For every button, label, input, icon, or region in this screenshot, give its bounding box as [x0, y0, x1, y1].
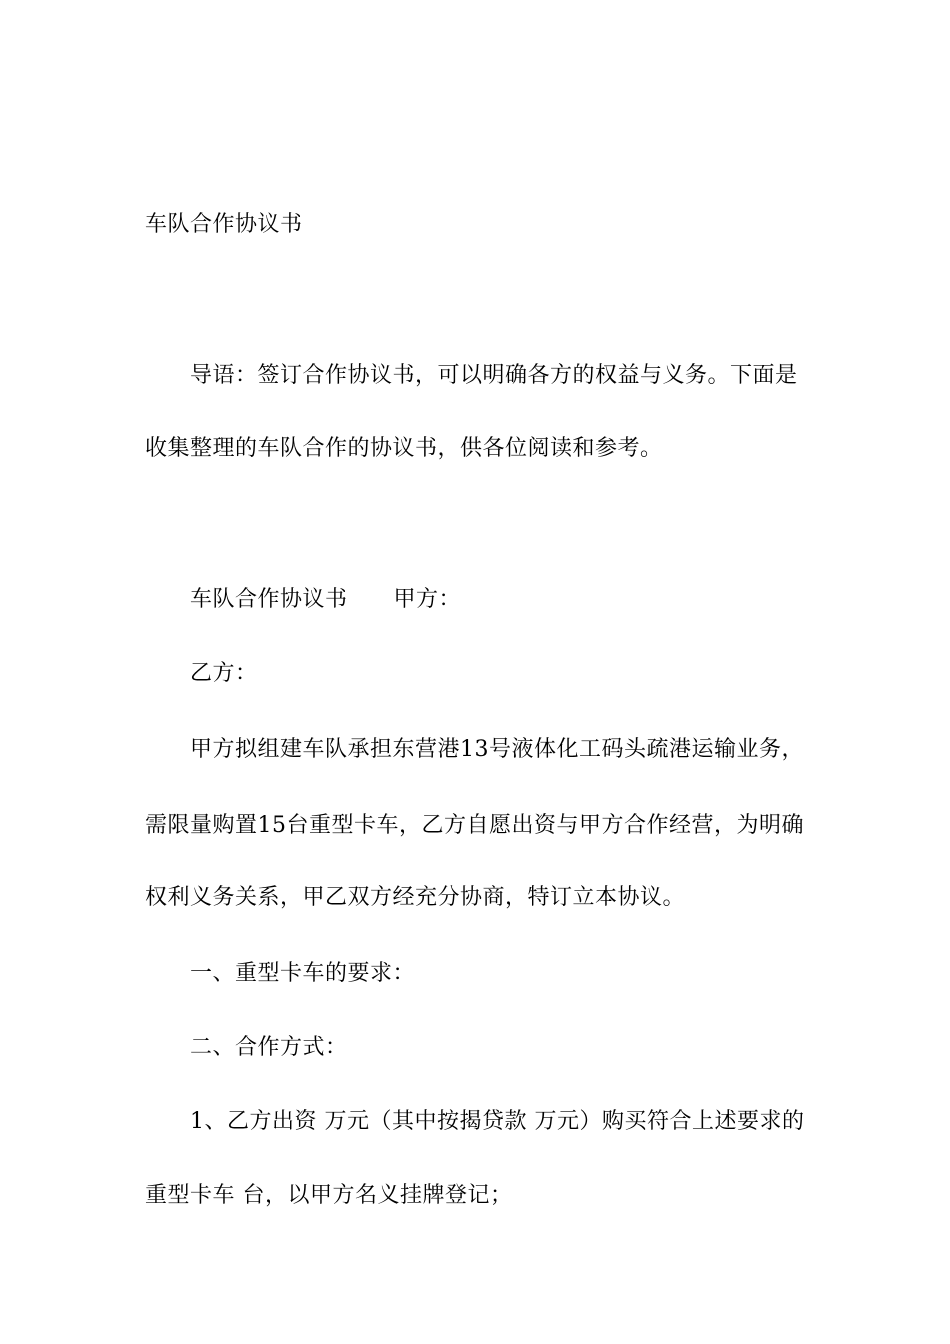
item-1-line-2: 重型卡车 台，以甲方名义挂牌登记； [145, 1183, 513, 1208]
item-1-line-1: 1、乙方出资 万元（其中按揭贷款 万元）购买符合上述要求的 [190, 1109, 805, 1134]
party-b-label: 乙方： [190, 661, 258, 686]
clause-paragraph-line-2: 需限量购置15台重型卡车，乙方自愿出资与甲方合作经营，为明确 [145, 813, 804, 838]
intro-paragraph-line-2: 收集整理的车队合作的协议书，供各位阅读和参考。 [145, 436, 663, 461]
agreement-heading-row [190, 585, 461, 615]
intro-paragraph-line-1: 导语：签订合作协议书，可以明确各方的权益与义务。下面是 [190, 363, 798, 388]
document-title: 车队合作协议书 [145, 212, 303, 237]
agreement-heading: 车队合作协议书 [190, 587, 348, 612]
clause-paragraph-line-1: 甲方拟组建车队承担东营港13号液体化工码头疏港运输业务， [190, 737, 804, 762]
party-a-label: 甲方： [393, 587, 462, 612]
section-heading-2: 二、合作方式： [190, 1035, 348, 1060]
section-heading-1: 一、重型卡车的要求： [190, 961, 416, 986]
clause-paragraph-line-3: 权利义务关系，甲乙双方经充分协商，特订立本协议。 [145, 885, 686, 910]
